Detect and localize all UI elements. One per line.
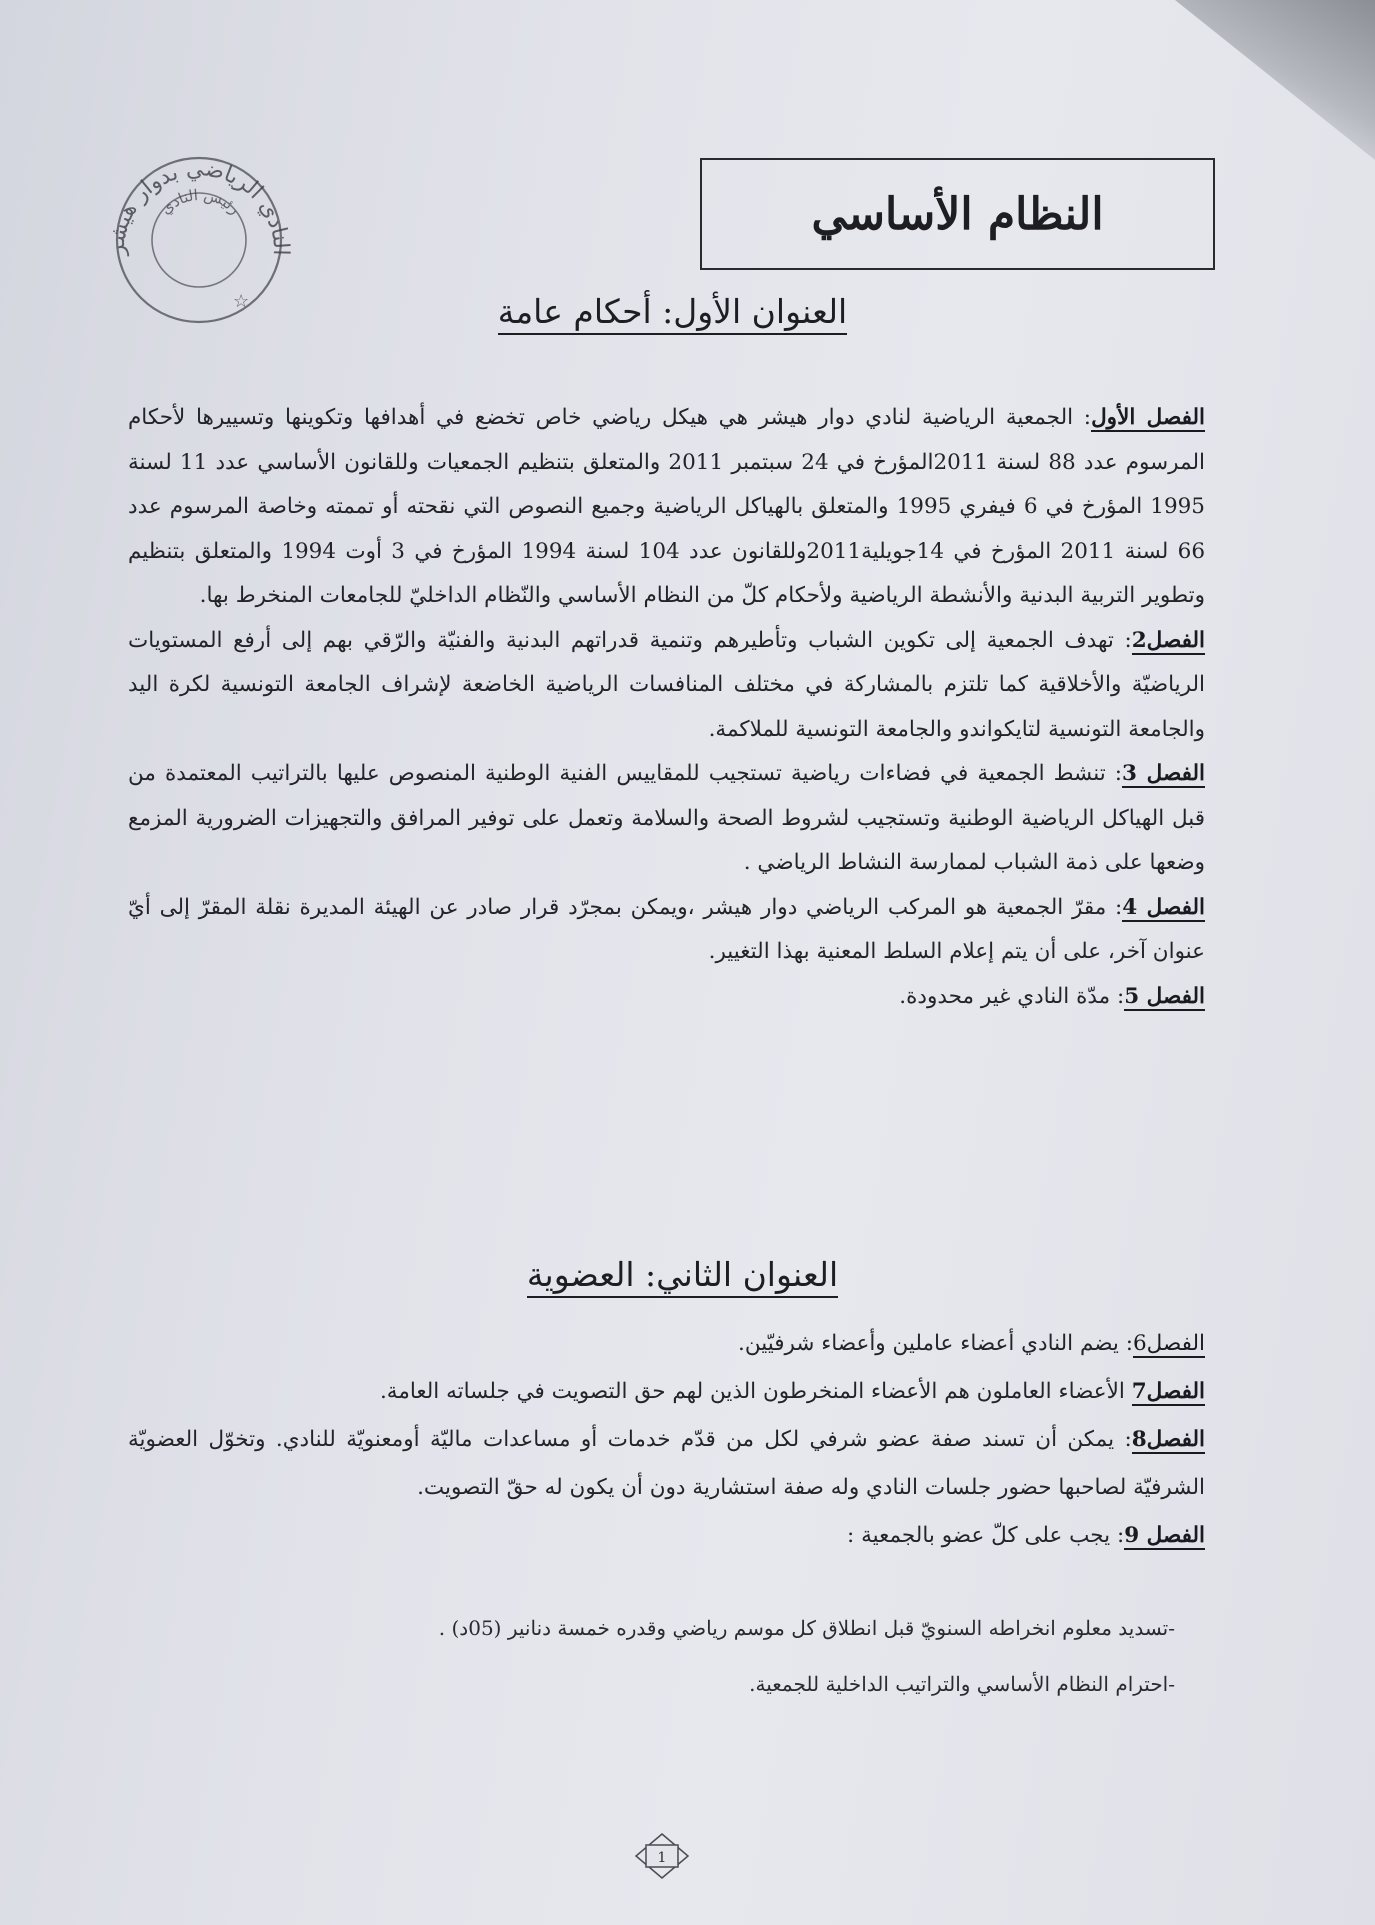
article-text: : يضم النادي أعضاء عاملين وأعضاء شرفيّين. bbox=[738, 1331, 1133, 1356]
section-1-body bbox=[128, 396, 1205, 1019]
article-8 bbox=[128, 1416, 1205, 1512]
article-text: : يجب على كلّ عضو بالجمعية : bbox=[847, 1523, 1125, 1548]
article-label: الفصل 9 bbox=[1124, 1523, 1205, 1548]
article-label: الفصل7 bbox=[1131, 1379, 1205, 1404]
article-2 bbox=[128, 619, 1205, 753]
club-stamp bbox=[95, 145, 305, 335]
article-1 bbox=[128, 396, 1205, 619]
stamp-star-icon: ☆ bbox=[233, 291, 250, 312]
article-label: الفصل6 bbox=[1132, 1331, 1205, 1356]
article-text: : تنشط الجمعية في فضاءات رياضية تستجيب للمقاييس الفنية الوطنية المنصوص عليها بالتراتيب المعتمدة من قبل الهياكل الرياضية الوطنية وتستجيب لشروط الصحة والسلامة وتعمل على توفير المرافق والتجهيزات الضرورية المزمع وضعها على ذمة الشباب لممارسة النشاط الرياضي . bbox=[128, 761, 1205, 875]
article-text: : مدّة النادي غير محدودة. bbox=[899, 983, 1125, 1009]
article-7 bbox=[128, 1368, 1205, 1416]
stamp-outer-text: النادي الرياضي بدوار هيشر bbox=[104, 156, 294, 256]
section-1-heading: العنوان الأول: أحكام عامة bbox=[300, 292, 1045, 331]
stamp-inner-text: رئيس النادي bbox=[156, 185, 244, 218]
page-fold-shadow bbox=[1175, 0, 1375, 160]
article-label: الفصل8 bbox=[1131, 1427, 1205, 1452]
article-text: : مقرّ الجمعية هو المركب الرياضي دوار هيشر ،ويمكن بمجرّد قرار صادر عن الهيئة المديرة نقلة المقرّ إلى أيّ عنوان آخر، على أن يتم إعلام السلط المعنية بهذا التغيير. bbox=[128, 894, 1205, 964]
page-number: 1 bbox=[657, 1850, 667, 1866]
section-2-body bbox=[128, 1320, 1205, 1560]
article-label: الفصل 4 bbox=[1122, 894, 1206, 920]
article-text: : تهدف الجمعية إلى تكوين الشباب وتأطيرهم وتنمية قدراتهم البدنية والفنيّة والرّقي بهم إلى أرفع المستويات الرياضيّة والأخلاقية كما تلتزم بالمشاركة في مختلف المنافسات الرياضية الخاضعة لإشراف الجامعة التونسية لكرة اليد والجامعة التونسية لتايكواندو والجامعة التونسية للملاكمة. bbox=[128, 627, 1205, 742]
article-4 bbox=[128, 886, 1205, 975]
article-9 bbox=[128, 1512, 1205, 1560]
section-2-heading: العنوان الثاني: العضوية bbox=[320, 1255, 1045, 1294]
list-item: -احترام النظام الأساسي والتراتيب الداخلية للجمعية. bbox=[749, 1672, 1175, 1696]
article-3 bbox=[128, 752, 1205, 886]
article-label: الفصل 5 bbox=[1124, 983, 1205, 1009]
article-text: : الجمعية الرياضية لنادي دوار هيشر هي هيكل رياضي خاص تخضع في أهدافها وتكوينها وتسييرها لأحكام المرسوم عدد 88 لسنة 2011المؤرخ في 24 سبتمبر 2011 والمتعلق بتنظيم الجمعيات وللقانون الأساسي عدد 11 لسنة 1995 المؤرخ في 6 فيفري 1995 والمتعلق بالهياكل الرياضية وجميع النصوص التي نقحته أو تممته وخاصة المرسوم عدد 66 لسنة 2011 المؤرخ في 14جويلية2011وللقانون عدد 104 لسنة 1994 المؤرخ في 3 أوت 1994 والمتعلق بتنظيم وتطوير التربية البدنية والأنشطة الرياضية ولأحكام كلّ من النظام الأساسي والنّظام الداخليّ للجامعات المنخرط بها. bbox=[128, 405, 1206, 608]
article-6 bbox=[128, 1320, 1205, 1368]
article-label: الفصل 3 bbox=[1121, 761, 1205, 786]
page-number-ornament bbox=[632, 1832, 692, 1880]
list-item: -تسديد معلوم انخراطه السنويّ قبل انطلاق كل موسم رياضي وقدره خمسة دنانير (05د) . bbox=[438, 1616, 1175, 1640]
article-5 bbox=[128, 975, 1205, 1020]
document-title: النظام الأساسي bbox=[811, 188, 1104, 240]
article-text: : يمكن أن تسند صفة عضو شرفي لكل من قدّم خدمات أو مساعدات ماليّة أومعنويّة للنادي. وتخوّل العضويّة الشرفيّة لصاحبها حضور جلسات النادي وله صفة استشارية دون أن يكون له حقّ التصويت. bbox=[128, 1427, 1205, 1500]
article-label: الفصل2 bbox=[1131, 627, 1205, 653]
article-label: الفصل الأول bbox=[1091, 405, 1205, 430]
membership-obligations-list bbox=[300, 1600, 1175, 1712]
document-title-box bbox=[700, 158, 1215, 270]
article-text: الأعضاء العاملون هم الأعضاء المنخرطون الذين لهم حق التصويت في جلساته العامة. bbox=[379, 1379, 1132, 1404]
